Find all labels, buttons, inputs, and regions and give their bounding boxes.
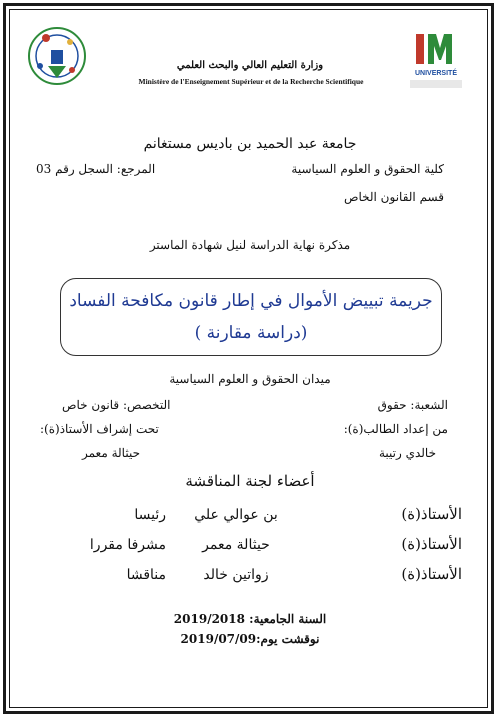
supervisor-name: حيثالة معمر bbox=[82, 446, 140, 460]
academic-year: السنة الجامعية: 2019/2018 bbox=[173, 612, 327, 626]
supervisor-label: تحت إشراف الأستاذ(ة): bbox=[40, 422, 159, 436]
branch: الشعبة: حقوق bbox=[377, 398, 448, 412]
member-name: زواتين خالد bbox=[203, 567, 269, 583]
thesis-title: جريمة تبييض الأموال في إطار قانون مكافحة الفساد bbox=[69, 291, 433, 311]
faculty-name: كلية الحقوق و العلوم السياسية bbox=[291, 162, 444, 176]
memo-type: مذكرة نهاية الدراسة لنيل شهادة الماستر bbox=[149, 238, 351, 252]
university-name: جامعة عبد الحميد بن باديس مستغانم bbox=[143, 136, 357, 152]
thesis-subtitle: (دراسة مقارنة ) bbox=[194, 323, 308, 343]
page-border-inner bbox=[9, 9, 488, 708]
ministry-french: Ministère de l'Enseignement Supérieur et de la Recherche Scientifique bbox=[138, 77, 364, 86]
committee-heading: أعضاء لجنة المناقشة bbox=[185, 472, 315, 490]
university-logo bbox=[408, 30, 464, 92]
student-name: خالدي رتيبة bbox=[378, 446, 436, 460]
ministry-logo bbox=[24, 22, 90, 90]
specialty: التخصص: قانون خاص bbox=[62, 398, 171, 412]
reference-number: المرجع: السجل رقم 03 bbox=[36, 162, 156, 176]
member-title: الأستاذ(ة) bbox=[401, 565, 462, 583]
member-title: الأستاذ(ة) bbox=[401, 505, 462, 523]
member-role: مشرفا مقررا bbox=[89, 537, 166, 553]
member-title: الأستاذ(ة) bbox=[401, 535, 462, 553]
member-role: رئيسا bbox=[134, 507, 166, 523]
ministry-arabic: وزارة التعليم العالي والبحث العلمي bbox=[176, 60, 324, 71]
member-name: بن عوالي علي bbox=[194, 507, 278, 523]
university-logo-text: UNIVERSITÉ bbox=[414, 70, 458, 77]
defense-date: نوقشت يوم:2019/07/09 bbox=[180, 632, 320, 646]
prepared-by-label: من إعداد الطالب(ة): bbox=[343, 422, 448, 436]
member-role: مناقشا bbox=[126, 567, 166, 583]
field-name: ميدان الحقوق و العلوم السياسية bbox=[169, 372, 331, 386]
thesis-title-box bbox=[60, 278, 442, 356]
department-name: قسم القانون الخاص bbox=[343, 190, 444, 204]
member-name: حيثالة معمر bbox=[202, 537, 270, 553]
